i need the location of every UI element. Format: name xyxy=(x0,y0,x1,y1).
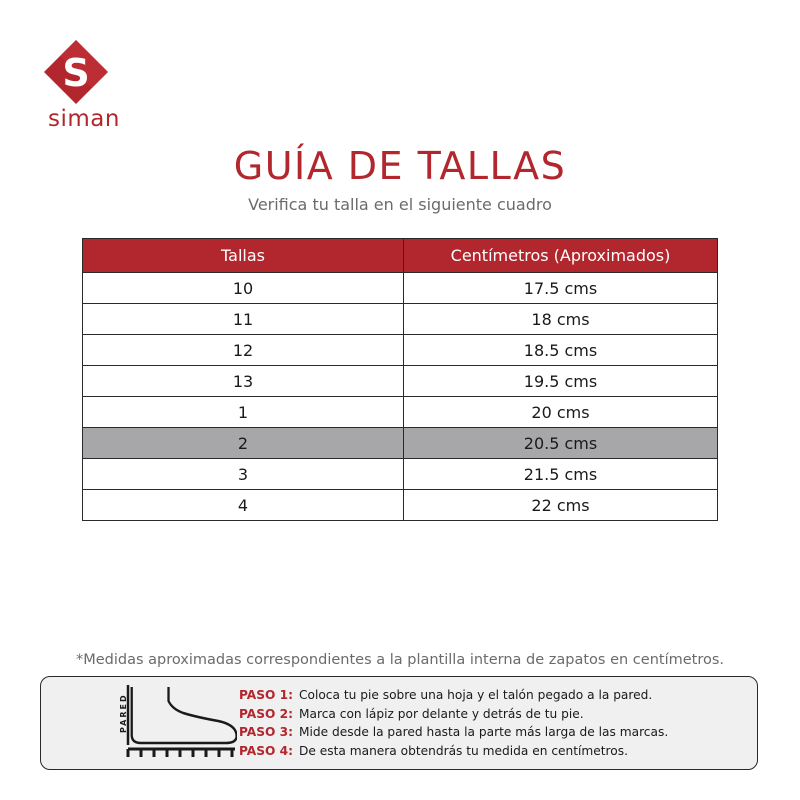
centimeters-cell: 20 cms xyxy=(404,397,718,428)
table-row xyxy=(83,459,718,490)
siman-logo-icon xyxy=(44,40,120,106)
step-label: PASO 2: xyxy=(239,706,293,721)
table-row xyxy=(83,366,718,397)
step-item xyxy=(239,686,668,705)
size-cell: 11 xyxy=(83,304,404,335)
table-row xyxy=(83,397,718,428)
wall-label: PARED xyxy=(119,693,128,733)
logo-letter: S xyxy=(62,51,90,95)
size-cell: 2 xyxy=(83,428,404,459)
size-cell: 3 xyxy=(83,459,404,490)
size-cell: 13 xyxy=(83,366,404,397)
table-row xyxy=(83,304,718,335)
step-label: PASO 3: xyxy=(239,725,293,739)
header-centimeters: Centímetros (Aproximados) xyxy=(404,239,718,273)
size-cell: 12 xyxy=(83,335,404,366)
centimeters-cell: 18 cms xyxy=(404,304,718,335)
size-cell: 10 xyxy=(83,273,404,304)
centimeters-cell: 20.5 cms xyxy=(404,428,718,459)
step-item xyxy=(239,742,668,761)
step-text: Marca con lápiz por delante y detrás de tu pie. xyxy=(299,706,584,721)
centimeters-cell: 17.5 cms xyxy=(404,273,718,304)
step-label: PASO 1: xyxy=(239,688,293,702)
table-row xyxy=(83,490,718,521)
page-subtitle: Verifica tu talla en el siguiente cuadro xyxy=(248,195,552,214)
table-row xyxy=(83,335,718,366)
step-item xyxy=(239,705,668,724)
table-row xyxy=(83,428,718,459)
header-sizes: Tallas xyxy=(83,239,404,273)
instructions-panel xyxy=(40,676,758,770)
table-row xyxy=(83,273,718,304)
brand-name: siman xyxy=(48,106,120,132)
centimeters-cell: 22 cms xyxy=(404,490,718,521)
step-item xyxy=(239,723,668,742)
foot-measure-icon xyxy=(117,681,237,767)
step-label: PASO 4: xyxy=(239,743,293,758)
size-table-body xyxy=(83,273,718,521)
step-text: De esta manera obtendrás tu medida en centímetros. xyxy=(299,743,628,758)
page-title: GUÍA DE TALLAS xyxy=(233,144,567,188)
centimeters-cell: 18.5 cms xyxy=(404,335,718,366)
table-header-row xyxy=(83,239,718,273)
size-table xyxy=(82,238,718,521)
step-text: Mide desde la pared hasta la parte más larga de las marcas. xyxy=(299,725,669,739)
measurement-note: *Medidas aproximadas correspondientes a la plantilla interna de zapatos en centímetros. xyxy=(75,652,725,668)
steps-list xyxy=(239,686,668,760)
size-cell: 4 xyxy=(83,490,404,521)
centimeters-cell: 19.5 cms xyxy=(404,366,718,397)
size-cell: 1 xyxy=(83,397,404,428)
step-text: Coloca tu pie sobre una hoja y el talón pegado a la pared. xyxy=(299,688,653,702)
centimeters-cell: 21.5 cms xyxy=(404,459,718,490)
